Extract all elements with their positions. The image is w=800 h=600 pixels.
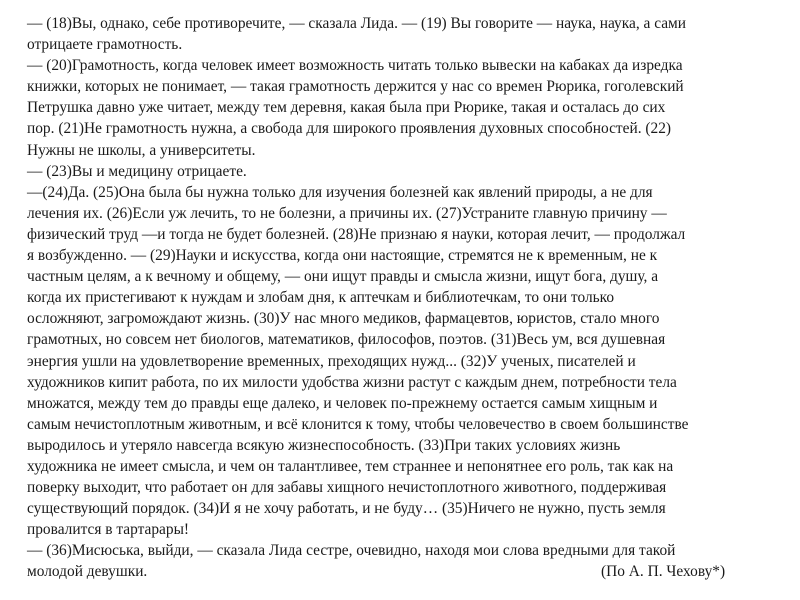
text-line: художников кипит работа, по их милости удобства жизни растут с каждым днем, потребности тела [27, 373, 677, 391]
text-line: книжки, которых не понимает, — такая грамотность держится у нас со времен Рюрика, гоголевский [27, 78, 684, 96]
text-line: энергия ушли на удовлетворение временных, преходящих нужд... (32)У ученых, писателей и [27, 352, 636, 370]
text-line: грамотных, но совсем нет биологов, математиков, философов, поэтов. (31)Весь ум, вся душевная [27, 331, 666, 349]
text-line: пор. (21)Не грамотность нужна, а свобода для широкого проявления духовных способностей. (22) [27, 120, 672, 138]
last-text-line [27, 561, 779, 582]
text-line: когда их пристегивают к нуждам и злобам дня, к аптечкам и библиотечкам, то они только [27, 289, 615, 307]
text-line: — (23)Вы и медицину отрицаете. [27, 162, 247, 180]
text-line: Петрушка давно уже читает, между тем деревня, какая была при Рюрике, такая и осталась до сих [27, 99, 666, 117]
text-line: — (36)Мисюська, выйди, — сказала Лида сестре, очевидно, находя мои слова вредными для такой [27, 542, 676, 560]
text-line: частным целям, а к вечному и общему, — они ищут правды и смысла жизни, ищут бога, душу, а [27, 268, 659, 286]
text-line: поверку выходит, что работает он для забавы хищного нечистоплотного животного, поддерживая [27, 479, 667, 497]
text-line: физический труд —и тогда не будет болезней. (28)Не признаю я науки, которая лечит, — продолжал [27, 225, 686, 243]
text-line: художника не имеет смысла, и чем он талантливее, тем страннее и непонятнее его роль, так как на [27, 457, 674, 475]
text-line: я возбужденно. — (29)Науки и искусства, когда они настоящие, стремятся не к временным, не к [27, 247, 658, 265]
text-line: существующий порядок. (34)И я не хочу работать, и не буду… (35)Ничего не нужно, пусть земля [27, 500, 666, 518]
text-line: осложняют, загромождают жизнь. (30)У нас много медиков, фармацевтов, юристов, стало много [27, 310, 660, 328]
text-line: провалится в тартарары! [27, 521, 190, 539]
text-line: самым нечистоплотным животным, и всё клонится к тому, чтобы человечество в своем большинстве [27, 415, 689, 433]
document-text [27, 13, 779, 583]
text-line: лечения их. (26)Если уж лечить, то не болезни, а причины их. (27)Устраните главную причину — [27, 204, 667, 222]
text-line: — (18)Вы, однако, себе противоречите, — сказала Лида. — (19) Вы говорите — наука, наука, а сами [27, 15, 687, 32]
text-line: —(24)Да. (25)Она была бы нужна только для изучения болезней как явлений природы, а не для [27, 183, 653, 201]
text-line: Нужны не школы, а университеты. [27, 141, 256, 159]
text-line: отрицаете грамотность. [27, 36, 183, 54]
text-line: множатся, между тем до правды еще далеко, и человек по-прежнему остается самым хищным и [27, 394, 658, 412]
text-line: — (20)Грамотность, когда человек имеет возможность читать только вывески на кабаках да изредка [27, 57, 683, 75]
last-line-text: молодой девушки. [27, 563, 148, 581]
text-line: выродилось и утеряло навсегда всякую жизнеспособность. (33)При таких условиях жизнь [27, 436, 621, 454]
attribution: (По А. П. Чехову*) [601, 563, 726, 581]
